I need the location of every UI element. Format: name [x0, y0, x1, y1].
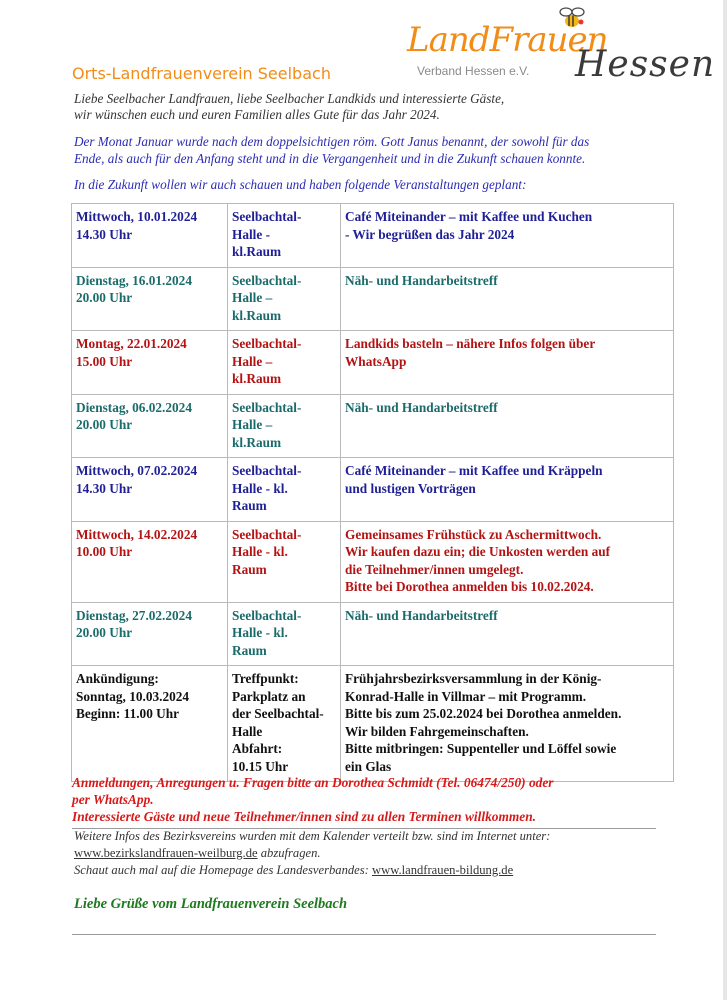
event-description-line: WhatsApp [345, 353, 407, 369]
event-place-line: Halle - kl. [232, 625, 288, 640]
contact-note [72, 774, 662, 825]
event-place-line: Seelbachtal- [232, 463, 302, 478]
event-place-line: Seelbachtal- [232, 336, 302, 351]
event-place [228, 458, 341, 522]
event-place [228, 602, 341, 666]
greeting-line-1: Liebe Seelbacher Landfrauen, liebe Seelbacher Landkids und interessierte Gäste, [74, 91, 505, 106]
closing-greeting: Liebe Grüße vom Landfrauenverein Seelbach [74, 896, 348, 912]
info-block [74, 828, 550, 879]
event-place-line: Parkplatz an [232, 688, 306, 704]
contact-line-1: Anmeldungen, Anregungen u. Fragen bitte an Dorothea Schmidt (Tel. 06474/250) oder [72, 775, 554, 790]
event-place-line: Raum [232, 642, 267, 658]
landesverband-link[interactable]: www.landfrauen-bildung.de [372, 863, 514, 877]
event-description [341, 458, 674, 522]
event-date [72, 666, 228, 782]
event-date-line: 14.30 Uhr [76, 480, 133, 496]
event-place-line: Halle - kl. [232, 480, 288, 496]
event-description-line: Café Miteinander – mit Kaffee und Kräppeln [345, 463, 603, 478]
plan-line: In die Zukunft wollen wir auch schauen und haben folgende Veranstaltungen geplant: [74, 177, 527, 192]
event-place-line: Abfahrt: [232, 741, 283, 756]
event-date-line: Dienstag, 06.02.2024 [76, 399, 192, 415]
event-description [341, 331, 674, 395]
event-date [72, 521, 228, 602]
event-description-line: Näh- und Handarbeitstreff [345, 272, 498, 288]
event-place-line: Treffpunkt: [232, 671, 299, 686]
event-description [341, 521, 674, 602]
event-row [72, 602, 674, 666]
event-date [72, 267, 228, 331]
event-place [228, 267, 341, 331]
event-date-line: Montag, 22.01.2024 [76, 336, 187, 351]
event-date-line: Beginn: 11.00 Uhr [76, 706, 180, 721]
info-line-1: Weitere Infos des Bezirksvereins wurden mit dem Kalender verteilt bzw. sind im Internet unter: [74, 829, 551, 843]
event-date-line: Ankündigung: [76, 671, 159, 686]
event-place-line: Seelbachtal- [232, 399, 302, 415]
page-edge [723, 0, 727, 1000]
event-date-line: Mittwoch, 14.02.2024 [76, 526, 198, 542]
divider-bottom [72, 934, 656, 935]
event-place-line: Raum [232, 561, 267, 577]
event-place-line: Halle – [232, 417, 273, 432]
event-date-line: Dienstag, 27.02.2024 [76, 607, 192, 623]
janus-line-2: Ende, als auch für den Anfang steht und in die Vergangenheit und in die Zukunft schauen konnte. [74, 151, 586, 166]
logo-main-text: LandFrauen [407, 20, 608, 60]
event-place-line: Halle [232, 723, 263, 739]
events-table [71, 203, 674, 782]
info-line-2 [74, 845, 550, 862]
janus-line-1: Der Monat Januar wurde nach dem doppelsichtigen röm. Gott Janus benannt, der sowohl für das [74, 134, 590, 149]
event-description-line: Café Miteinander – mit Kaffee und Kuchen [345, 209, 593, 224]
event-date-line: 10.00 Uhr [76, 544, 133, 559]
event-description-line: Konrad-Halle in Villmar – mit Programm. [345, 688, 587, 704]
event-description [341, 394, 674, 458]
event-date-line: 15.00 Uhr [76, 353, 133, 369]
event-description-line: die Teilnehmer/innen umgelegt. [345, 561, 524, 577]
event-place-line: Raum [232, 498, 267, 513]
event-date-line: 20.00 Uhr [76, 290, 133, 305]
event-date-line: Sonntag, 10.03.2024 [76, 688, 190, 704]
event-place-line: Halle - kl. [232, 544, 288, 559]
event-place-line: kl.Raum [232, 371, 282, 386]
event-date-line: 20.00 Uhr [76, 417, 133, 432]
event-place-line: der Seelbachtal- [232, 706, 324, 721]
logo-region-text: Hessen [575, 44, 716, 85]
event-description [341, 602, 674, 666]
event-description-line: Landkids basteln – nähere Infos folgen über [345, 336, 596, 351]
event-row [72, 267, 674, 331]
event-place-line: Seelbachtal- [232, 526, 302, 542]
event-place [228, 394, 341, 458]
info-line-3-prefix: Schaut auch mal auf die Homepage des Landesverbandes: [74, 863, 372, 877]
event-date-line: Mittwoch, 07.02.2024 [76, 463, 198, 478]
event-place-line: Seelbachtal- [232, 272, 302, 288]
event-description-line: Wir bilden Fahrgemeinschaften. [345, 723, 529, 739]
org-title: Orts-Landfrauenverein Seelbach [72, 64, 331, 83]
event-description [341, 267, 674, 331]
event-description-line: Näh- und Handarbeitstreff [345, 399, 498, 415]
event-place-line: Seelbachtal- [232, 209, 302, 224]
event-place [228, 521, 341, 602]
event-place [228, 331, 341, 395]
event-description [341, 204, 674, 268]
event-description-line: Bitte mitbringen: Suppenteller und Löffel sowie [345, 741, 617, 756]
event-description-line: Näh- und Handarbeitstreff [345, 607, 498, 623]
event-date [72, 394, 228, 458]
event-place-line: kl.Raum [232, 307, 282, 323]
event-place-line: 10.15 Uhr [232, 758, 289, 774]
event-place-line: kl.Raum [232, 434, 282, 450]
event-date-line: 20.00 Uhr [76, 625, 133, 640]
event-description-line: Wir kaufen dazu ein; die Unkosten werden auf [345, 544, 611, 559]
event-description-line: - Wir begrüßen das Jahr 2024 [345, 226, 515, 242]
bezirk-link[interactable]: www.bezirkslandfrauen-weilburg.de [74, 846, 258, 860]
info-line-3 [74, 862, 550, 879]
welcome-line: Interessierte Gäste und neue Teilnehmer/innen sind zu allen Terminen willkommen. [72, 809, 537, 824]
event-place-line: Halle – [232, 290, 273, 305]
event-row [72, 394, 674, 458]
event-description-line: Gemeinsames Frühstück zu Aschermittwoch. [345, 526, 602, 542]
event-description-line: ein Glas [345, 758, 392, 774]
event-description-line: und lustigen Vorträgen [345, 480, 476, 496]
event-row [72, 666, 674, 782]
landfrauen-logo [405, 6, 717, 88]
event-description-line: Frühjahrsbezirksversammlung in der König- [345, 671, 602, 686]
logo-sub-text: Verband Hessen e.V. [417, 64, 530, 78]
event-date-line: Mittwoch, 10.01.2024 [76, 209, 198, 224]
event-description [341, 666, 674, 782]
event-row [72, 204, 674, 268]
event-place-line: Seelbachtal- [232, 607, 302, 623]
event-date-line: 14.30 Uhr [76, 226, 133, 242]
event-place [228, 204, 341, 268]
event-date [72, 204, 228, 268]
event-row [72, 521, 674, 602]
event-description-line: Bitte bis zum 25.02.2024 bei Dorothea anmelden. [345, 706, 622, 721]
event-date-line: Dienstag, 16.01.2024 [76, 272, 192, 288]
event-place [228, 666, 341, 782]
event-date [72, 331, 228, 395]
event-date [72, 602, 228, 666]
event-place-line: kl.Raum [232, 244, 282, 259]
contact-line-2: per WhatsApp. [72, 792, 154, 807]
event-place-line: Halle - [232, 226, 271, 242]
event-row [72, 458, 674, 522]
event-place-line: Halle – [232, 353, 273, 369]
greeting-line-2: wir wünschen euch und euren Familien alles Gute für das Jahr 2024. [74, 107, 440, 122]
event-date [72, 458, 228, 522]
event-row [72, 331, 674, 395]
info-line-2-suffix: abzufragen. [257, 846, 321, 860]
event-description-line: Bitte bei Dorothea anmelden bis 10.02.2024. [345, 579, 594, 594]
